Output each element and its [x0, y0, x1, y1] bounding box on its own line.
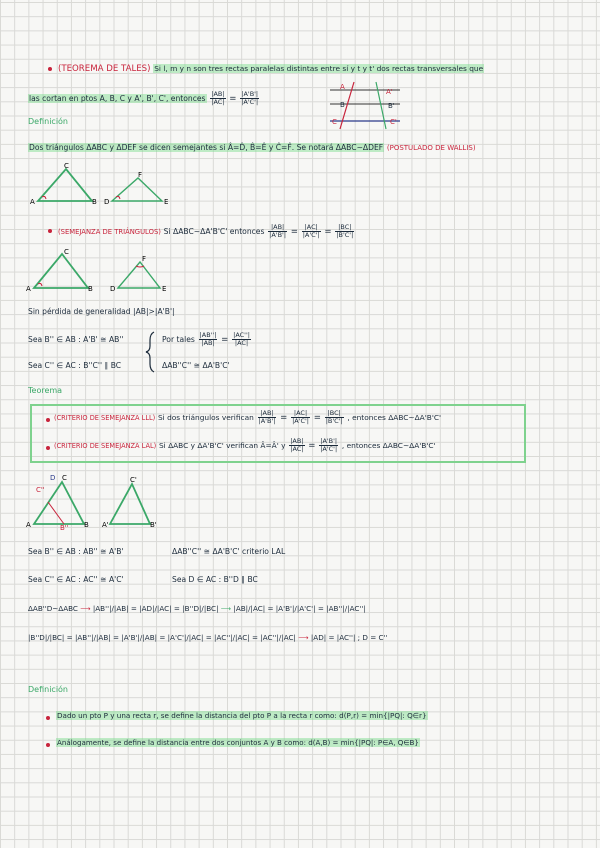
proof2-sea2: Sea C'' ∈ AC : AC'' ≅ A'C' — [28, 575, 124, 584]
proof1-portales: Por tales $\frac{|AB''|}{|AB|}$ = $\frac{|AC''|}{|AC|}$ — [162, 331, 250, 347]
tales-line-2: las cortan en ptos A, B, C y A', B', C', entonces $\frac{|AB|}{|AC|}$ = $\frac{|A'B'|}{|A'C'|}$ — [29, 90, 259, 106]
proof2-l2b: |AD| = |AC''| ; D = C'' — [310, 633, 388, 642]
criterio-lal-line: (CRITERIO DE SEMEJANZA LAL) Si ΔABC y ΔA'B'C' verifican Â=Â' y $\frac{|AB|}{|AC|}$ = $\frac{|A'B'|}{|A'C'|}$ , entonces ΔABC~ΔA'B'C' — [54, 437, 436, 453]
tales-text-1: Si l, m y n son tres rectas paralelas distintas entre sí y t y t' dos rectas transversales que — [154, 64, 484, 73]
label-a: A — [26, 521, 31, 529]
point-c: C — [332, 118, 337, 126]
label-f: F — [138, 171, 143, 179]
sin-perdida: Sin pérdida de generalidad |AB|>|A'B'| — [28, 307, 175, 316]
label-a-prime: A' — [102, 521, 109, 529]
semejanza-title: (SEMEJANZA DE TRIÁNGULOS) — [58, 228, 161, 236]
postulado-wallis: (POSTULADO DE WALLIS) — [386, 144, 476, 152]
semejanza-line: (SEMEJANZA DE TRIÁNGULOS) Si ΔABC~ΔA'B'C' entonces $\frac{|AB|}{|A'B'|}$ = $\frac{|AC|}{|A'C'|}$ = $\frac{|BC|}{|B'C'|}$ — [58, 223, 354, 239]
point-a: A — [340, 83, 345, 91]
label-a: A — [26, 285, 31, 293]
def2-line-1 — [56, 710, 428, 722]
label-b-double-prime: B'' — [60, 524, 69, 532]
label-b: B — [92, 198, 97, 206]
bullet — [46, 446, 50, 450]
tales-title: (TEOREMA DE TALES) — [58, 64, 151, 74]
proof1-sea1: Sea B'' ∈ AB : A'B' ≅ AB'' — [28, 335, 124, 344]
angle-mark — [38, 283, 42, 286]
point-b: B — [340, 101, 345, 109]
brace — [146, 332, 156, 372]
semejanza-text: Si ΔABC~ΔA'B'C' entonces — [163, 227, 265, 236]
label-c: C — [62, 474, 67, 482]
sem-frac-2: $\frac{|AC|}{|A'C'|}$ — [302, 223, 320, 239]
bullet — [48, 67, 52, 71]
proof2-l1d: |AB''|/|AC''| — [326, 604, 366, 613]
criterio-lll-line: (CRITERIO DE SEMEJANZA LLL) Si dos triángulos verifican $\frac{|AB|}{|A'B'|}$ = $\frac{|AC|}{|A'C'|}$ = $\frac{|BC|}{|B'C'|}$ , entonces ΔABC~ΔA'B'C' — [54, 409, 442, 425]
lal-frac-2: $\frac{|A'B'|}{|A'C'|}$ — [320, 437, 338, 453]
proof2-l2a: |B''D|/|BC| = |AB''|/|AB| = |A'B'|/|AB| = |A'C'|/|AC| = |AC''|/|AC| = |AC''|/|AC| — [28, 633, 296, 642]
lll-frac-3: $\frac{|BC|}{|B'C'|}$ — [325, 409, 343, 425]
lll-frac-2: $\frac{|AC|}{|A'C'|}$ — [292, 409, 310, 425]
brace-path — [146, 332, 154, 372]
label-c: C — [64, 248, 69, 256]
angle-mark — [42, 196, 46, 199]
def2-line-2 — [56, 737, 420, 749]
lal-frac-1: $\frac{|AB|}{|AC|}$ — [290, 437, 304, 453]
criterio-lll-text: Si dos triángulos verifican — [157, 413, 254, 422]
lll-frac-1: $\frac{|AB|}{|A'B'|}$ — [258, 409, 276, 425]
proof2-l1b: |AB''|/|AB| = |AD|/|AC| = |B''D|/|BC| — [92, 604, 219, 613]
tales-figure — [330, 84, 410, 134]
label-e: E — [162, 285, 167, 293]
label-d: D — [50, 474, 56, 482]
transversal-t2 — [376, 82, 386, 129]
angle-mark — [136, 266, 144, 267]
sem-frac-3: $\frac{|BC|}{|B'C'|}$ — [336, 223, 354, 239]
def1-line — [28, 142, 476, 154]
proof2-line1: ΔAB''D~ΔABC ⟶ |AB''|/|AB| = |AD|/|AC| = |B''D|/|BC| ⟶ |AB|/|AC| = |A'B'|/|A'C'| = |AB''|/|AC''| — [28, 604, 366, 613]
proof2-l1a: ΔAB''D~ΔABC — [28, 604, 78, 613]
bullet — [46, 716, 50, 720]
def2-text-2: Análogamente, se define la distancia entre dos conjuntos A y B como: d(A,B) = min{|PQ|: P∈A, Q∈B} — [57, 738, 419, 747]
proof2-lal: ΔAB''C'' ≅ ΔA'B'C' criterio LAL — [172, 547, 286, 556]
point-b-prime: B' — [388, 102, 395, 110]
label-a: A — [30, 198, 35, 206]
label-f: F — [142, 255, 147, 263]
proof2-line2 — [28, 632, 387, 644]
arrow: ⟶ — [298, 633, 309, 642]
label-c: C — [64, 162, 69, 170]
label-d: D — [104, 198, 110, 206]
proof1-sea2: Sea C'' ∈ AC : B''C'' ∥ BC — [28, 361, 122, 370]
triangle-abc — [38, 169, 92, 201]
bullet — [48, 229, 52, 233]
definicion-heading-2: Definición — [28, 685, 68, 694]
proof2-l1c: |AB|/|AC| = |A'B'|/|A'C'| — [233, 604, 316, 613]
criterio-lal-title: (CRITERIO DE SEMEJANZA LAL) — [54, 442, 157, 450]
label-b: B — [84, 521, 89, 529]
arrow: ⟶ — [80, 604, 91, 613]
bullet — [46, 418, 50, 422]
arrow: ⟶ — [220, 604, 232, 613]
criterio-lal-end: , entonces ΔABC~ΔA'B'C' — [341, 441, 436, 450]
triangle-def-2 — [118, 262, 160, 288]
label-e: E — [164, 198, 169, 206]
label-b: B — [88, 285, 93, 293]
tales-text-2: las cortan en ptos A, B, C y A', B', C', entonces — [29, 94, 206, 103]
criterio-lll-title: (CRITERIO DE SEMEJANZA LLL) — [54, 414, 156, 422]
label-b-prime: B' — [150, 521, 157, 529]
proof1-cong: ΔAB''C'' ≅ ΔA'B'C' — [162, 361, 230, 370]
tales-frac-2: $\frac{|A'B'|}{|A'C'|}$ — [241, 90, 259, 106]
por-tales: Por tales — [162, 335, 195, 344]
triangle-abc-prime — [110, 484, 150, 524]
sem-frac-1: $\frac{|AB|}{|A'B'|}$ — [269, 223, 287, 239]
definicion-heading-1: Definición — [28, 117, 68, 126]
def2-text-1: Dado un pto P y una recta r, se define la distancia del pto P a la recta r como: d(P,r) = min{|PQ|: Q∈r} — [57, 711, 427, 720]
proof2-sea1: Sea B'' ∈ AB : AB'' ≅ A'B' — [28, 547, 124, 556]
proof2-sead: Sea D ∈ AC : B''D ∥ BC — [172, 575, 258, 584]
triangle-abc-2 — [34, 254, 88, 288]
triangles-figure-2 — [28, 250, 188, 294]
segment-b-double-prime — [48, 502, 64, 524]
criterio-lll-end: , entonces ΔABC~ΔA'B'C' — [347, 413, 442, 422]
point-a-prime: A' — [386, 88, 393, 96]
tales-line-1 — [58, 63, 484, 75]
def1-text: Dos triángulos ΔABC y ΔDEF se dicen semejantes si Â=D̂, B̂=Ê y Ĉ=F̂. Se notará ΔABC~ΔDEF — [29, 143, 384, 152]
bullet — [46, 743, 50, 747]
point-c-prime: C' — [390, 118, 397, 126]
label-d: D — [110, 285, 116, 293]
criterio-lal-text: Si ΔABC y ΔA'B'C' verifican Â=Â' y — [158, 441, 286, 450]
triangles-figure-1 — [30, 162, 182, 206]
tales-frac-1: $\frac{|AB|}{|AC|}$ — [211, 90, 225, 106]
pt-frac-1: $\frac{|AB''|}{|AB|}$ — [199, 331, 217, 347]
label-c-prime: C' — [130, 476, 137, 484]
label-c-double-prime: C'' — [36, 486, 45, 494]
triangles-figure-3 — [28, 474, 178, 534]
pt-frac-2: $\frac{|AC''|}{|AC|}$ — [233, 331, 250, 347]
teorema-heading: Teorema — [28, 386, 63, 395]
